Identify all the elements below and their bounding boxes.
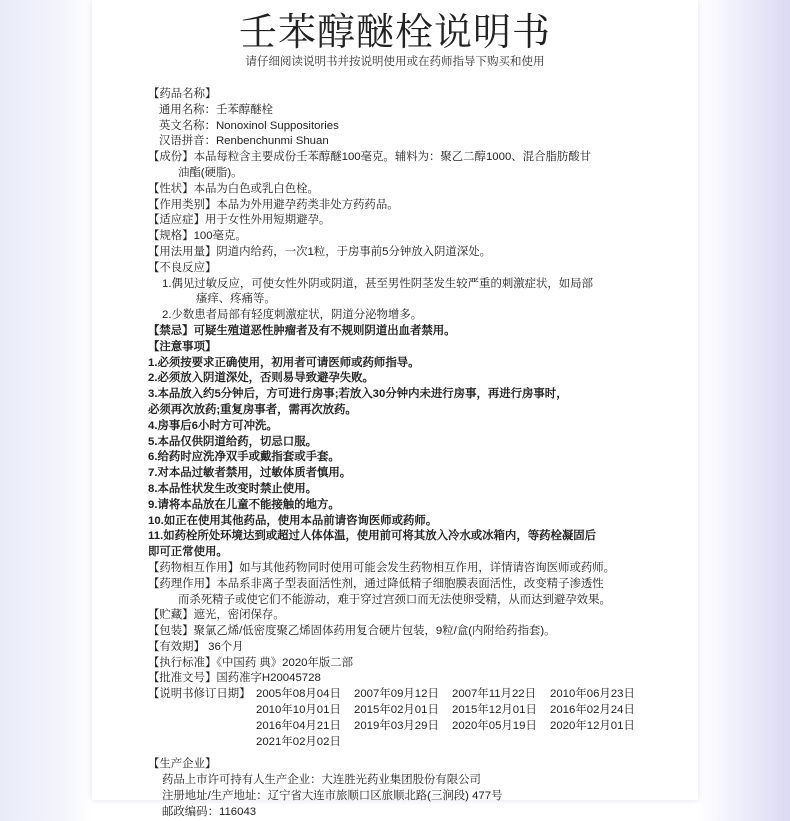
revision-date: 2016年04月21日 [256,719,341,732]
section-ingredients: 【成份】本品每粒含主要成份壬苯醇醚100毫克。辅料为：聚乙二醇1000、混合脂肪酸甘 [148,151,592,164]
section-standard: 【执行标准】《中国药 典》2020年版二部 [148,656,354,669]
section-dosage: 【用法用量】阴道内给药，一次1粒，于房事前5分钟放入阴道深处。 [148,245,491,258]
section-appearance: 【性状】本品为白色或乳白色栓。 [148,182,319,195]
revision-dates-row [148,687,668,703]
revision-date: 2010年06月23日 [550,688,635,701]
postal-code: 邮政编码：116043 [162,805,257,818]
section-contraindication: 【禁忌】可疑生殖道恶性肿瘤者及有不规则阴道出血者禁用。 [148,324,456,337]
section-precautions: 【注意事项】 [148,340,217,353]
section-pharmacology: 【药理作用】本品系非离子型表面活性剂，通过降低精子细胞膜表面活性，改变精子渗透性 [148,577,604,590]
manufacturer-address: 注册地址/生产地址：辽宁省大连市旅顺口区旅顺北路(三涧段) 477号 [162,790,503,803]
section-adverse-reactions: 【不良反应】 [148,261,217,274]
revision-date: 2020年12月01日 [550,719,635,732]
precaution-item: 5.本品仅供阴道给药，切忌口服。 [148,435,317,448]
precaution-item: 9.请将本品放在儿童不能接触的地方。 [148,498,340,511]
precaution-item: 7.对本品过敏者禁用，过敏体质者慎用。 [148,467,352,480]
precaution-item: 4.房事后6小时方可冲洗。 [148,419,278,432]
precaution-item: 2.必须放入阴道深处，否则易导致避孕失败。 [148,372,374,385]
leaflet-content [148,87,668,821]
page-subtitle: 请仔细阅读说明书并按说明使用或在药师指导下购买和使用 [245,56,545,68]
revision-dates-row [148,735,668,751]
revision-label: 【说明书修订日期】 [148,688,251,701]
section-package: 【包装】聚氯乙烯/低密度聚乙烯固体药用复合硬片包装，9粒/盒(内附给药指套)。 [148,625,556,638]
section-approval: 【批准文号】国药准字H20045728 [148,672,321,685]
revision-date: 2020年05月19日 [452,719,537,732]
precaution-item: 1.必须按要求正确使用，初用者可请医师或药师指导。 [148,356,420,369]
english-name: 英文名称：Nonoxinol Suppositories [159,119,339,132]
revision-date: 2007年09月12日 [354,688,439,701]
section-drug-name: 【药品名称】 [148,88,217,100]
adverse-item-1-continued: 瘙痒、疼痛等。 [196,293,276,306]
revision-date: 2005年08月04日 [256,688,341,701]
revision-dates-row [148,703,668,719]
pinyin-name: 汉语拼音：Renbenchunmi Shuan [159,135,329,148]
revision-date: 2015年02月01日 [354,704,439,717]
precaution-item: 10.如正在使用其他药品，使用本品前请咨询医师或药师。 [148,514,438,527]
precaution-item: 8.本品性状发生改变时禁止使用。 [148,482,317,495]
generic-name: 通用名称：壬苯醇醚栓 [159,103,273,116]
revision-date: 2021年02月02日 [256,735,341,748]
page-title: 壬苯醇醚栓说明书 [238,10,551,54]
precaution-item: 3.本品放入约5分钟后，方可进行房事;若放入30分钟内未进行房事，再进行房事时， [148,388,568,401]
precaution-item: 必须再次放药;重复房事者，需再次放药。 [148,403,357,416]
revision-date: 2007年11月22日 [452,688,537,701]
section-manufacturer: 【生产企业】 [148,758,217,771]
revision-date: 2010年10月01日 [256,704,341,717]
revision-date: 2015年12月01日 [452,704,537,717]
revision-dates-row [148,719,668,735]
marketing-authorization-holder: 药品上市许可持有人生产企业：大连胜光药业集团股份有限公司 [162,774,481,787]
precaution-item: 6.给药时应洗净双手或戴指套或手套。 [148,451,340,464]
section-specification: 【规格】100毫克。 [148,230,247,243]
section-interaction: 【药物相互作用】如与其他药物同时使用可能会发生药物相互作用，详情请咨询医师或药师。 [148,561,616,574]
pharmacology-continued: 而杀死精子或使它们不能游动，难于穿过宫颈口而无法使卵受精，从而达到避孕效果。 [178,593,611,606]
precaution-item: 11.如药栓所处环境达到或超过人体体温，使用前可将其放入冷水或冰箱内，等药栓凝固后 [148,530,597,543]
section-indication: 【适应症】用于女性外用短期避孕。 [148,214,331,227]
adverse-item-1: 1.偶见过敏反应，可使女性外阴或阴道，甚至男性阴茎发生较严重的刺激症状，如局部 [162,277,593,290]
section-category: 【作用类别】本品为外用避孕药类非处方药药品。 [148,198,399,211]
section-validity: 【有效期】 36个月 [148,640,244,653]
revision-date: 2019年03月29日 [354,719,439,732]
revision-date: 2016年02月24日 [550,704,635,717]
ingredients-continued: 油酯(硬脂)。 [178,166,243,179]
section-storage: 【贮藏】遮光，密闭保存。 [148,609,285,622]
adverse-item-2: 2.少数患者局部有轻度刺激症状，阴道分泌物增多。 [162,309,423,322]
precaution-item: 即可正常使用。 [148,546,228,559]
